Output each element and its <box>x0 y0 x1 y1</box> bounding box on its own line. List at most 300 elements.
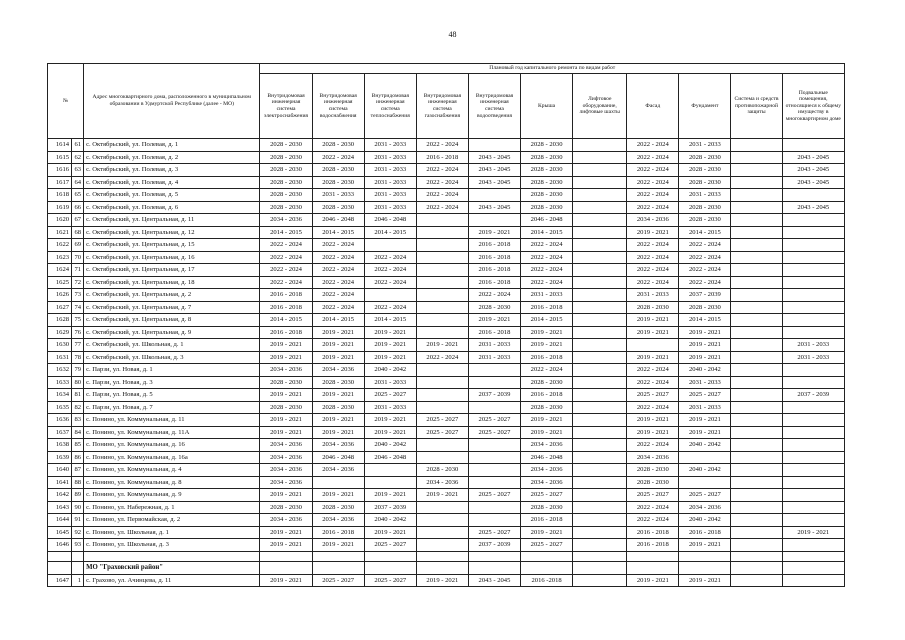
row-value: 2028 - 2030 <box>468 301 520 314</box>
blank-cell <box>731 561 782 574</box>
row-value: 2034 - 2036 <box>627 451 679 464</box>
row-value: 2028 - 2030 <box>679 201 731 214</box>
row-value <box>731 414 782 427</box>
row-value: 2046 - 2048 <box>521 214 573 227</box>
plan-group-header: Плановый год капитального ремонта по видам работ <box>260 64 845 74</box>
row-number: 81 <box>72 389 84 402</box>
row-value: 2025 - 2027 <box>364 389 416 402</box>
row-value: 2016 - 2018 <box>468 239 520 252</box>
row-address: с. Октябрьский, ул. Центральная, д. 11 <box>84 214 260 227</box>
table-row <box>48 251 845 264</box>
row-value <box>468 476 520 489</box>
row-value: 2046 - 2048 <box>312 214 364 227</box>
row-value: 2022 - 2024 <box>627 264 679 277</box>
row-value <box>731 526 782 539</box>
row-value: 2019 - 2021 <box>312 539 364 552</box>
row-value: 2019 - 2021 <box>364 414 416 427</box>
row-value: 2040 - 2042 <box>679 439 731 452</box>
col-header: Внутридомовая инженерная система водоснабжения <box>312 74 364 139</box>
row-value <box>573 489 627 502</box>
table-row <box>48 464 845 477</box>
blank-cell <box>364 561 416 574</box>
row-value: 2025 - 2027 <box>468 489 520 502</box>
row-value <box>573 339 627 352</box>
row-value: 2014 - 2015 <box>260 314 312 327</box>
row-number: 62 <box>72 151 84 164</box>
row-value <box>731 539 782 552</box>
row-number: 73 <box>72 289 84 302</box>
blank-cell <box>260 561 312 574</box>
row-value: 2019 - 2021 <box>679 426 731 439</box>
row-address: с. Октябрьский, ул. Полевая, д. 6 <box>84 201 260 214</box>
row-value <box>731 226 782 239</box>
row-value: 2025 - 2027 <box>679 389 731 402</box>
row-value <box>782 251 844 264</box>
table-row <box>48 314 845 327</box>
col-header: Система и средств противопожарной защиты <box>731 74 782 139</box>
table-row <box>48 301 845 314</box>
row-value: 2022 - 2024 <box>416 351 468 364</box>
row-value: 2016 - 2018 <box>627 539 679 552</box>
row-value: 2034 - 2036 <box>260 439 312 452</box>
row-value: 2022 - 2024 <box>521 364 573 377</box>
blank-cell <box>260 551 312 561</box>
row-index: 1645 <box>48 526 72 539</box>
row-value: 2016 - 2018 <box>468 251 520 264</box>
row-address: с. Октябрьский, ул. Центральная, д. 2 <box>84 289 260 302</box>
row-value <box>573 326 627 339</box>
row-value: 2019 - 2021 <box>260 351 312 364</box>
blank-cell <box>679 551 731 561</box>
row-value: 2031 - 2033 <box>364 201 416 214</box>
row-value <box>782 314 844 327</box>
row-value: 2022 - 2024 <box>260 264 312 277</box>
row-value <box>573 539 627 552</box>
row-address: с. Понино, ул. Коммунальная, д. 8 <box>84 476 260 489</box>
row-value: 2028 - 2030 <box>260 164 312 177</box>
row-value <box>573 351 627 364</box>
row-value: 2019 - 2021 <box>416 339 468 352</box>
row-value: 2040 - 2042 <box>679 364 731 377</box>
row-value: 2028 - 2030 <box>312 139 364 152</box>
col-header: Лифтовое оборудование, лифтовые шахты <box>573 74 627 139</box>
row-value: 2025 - 2027 <box>468 426 520 439</box>
row-value: 2040 - 2042 <box>679 464 731 477</box>
row-value: 2016 - 2018 <box>416 151 468 164</box>
row-value: 2022 - 2024 <box>521 251 573 264</box>
row-value: 2034 - 2036 <box>260 451 312 464</box>
row-value: 2022 - 2024 <box>416 139 468 152</box>
row-value: 2031 - 2033 <box>679 376 731 389</box>
row-value: 2031 - 2033 <box>679 139 731 152</box>
row-value <box>573 414 627 427</box>
row-address: с. Грахово, ул. Ачинцева, д. 11 <box>84 574 260 587</box>
row-value <box>573 239 627 252</box>
row-number: 80 <box>72 376 84 389</box>
row-value: 2034 - 2036 <box>260 214 312 227</box>
col-num-header: № <box>48 64 84 139</box>
table-row <box>48 326 845 339</box>
row-value: 2040 - 2042 <box>679 514 731 527</box>
row-value: 2019 - 2021 <box>521 526 573 539</box>
blank-cell <box>573 561 627 574</box>
table-row <box>48 201 845 214</box>
table-row <box>48 239 845 252</box>
table-row <box>48 339 845 352</box>
row-value: 2037 - 2039 <box>468 389 520 402</box>
row-value: 2028 - 2030 <box>260 376 312 389</box>
row-value <box>782 226 844 239</box>
row-address: с. Октябрьский, ул. Центральная, д. 16 <box>84 251 260 264</box>
table-row <box>48 364 845 377</box>
row-value: 2034 - 2036 <box>260 476 312 489</box>
row-value: 2034 - 2036 <box>260 364 312 377</box>
row-number: 61 <box>72 139 84 152</box>
row-value: 2025 - 2027 <box>521 539 573 552</box>
row-value <box>731 426 782 439</box>
row-index: 1621 <box>48 226 72 239</box>
row-value: 2022 - 2024 <box>627 164 679 177</box>
col-header: Внутридомовая инженерная система газоснабжения <box>416 74 468 139</box>
row-value <box>416 301 468 314</box>
row-value <box>782 476 844 489</box>
row-value <box>573 501 627 514</box>
row-value <box>573 264 627 277</box>
row-value <box>731 176 782 189</box>
row-address: с. Парзи, ул. Новая, д. 1 <box>84 364 260 377</box>
row-number: 69 <box>72 239 84 252</box>
row-value: 2016 - 2018 <box>312 526 364 539</box>
row-number: 91 <box>72 514 84 527</box>
row-value: 2037 - 2039 <box>364 501 416 514</box>
row-value: 2016 - 2018 <box>627 526 679 539</box>
row-value: 2037 - 2039 <box>679 289 731 302</box>
row-value: 2022 - 2024 <box>679 264 731 277</box>
blank-cell <box>627 561 679 574</box>
row-number: 75 <box>72 314 84 327</box>
row-value <box>731 214 782 227</box>
row-value: 2037 - 2039 <box>468 539 520 552</box>
row-value <box>364 476 416 489</box>
row-value <box>364 464 416 477</box>
row-value: 2028 - 2030 <box>260 401 312 414</box>
row-value: 2028 - 2030 <box>521 501 573 514</box>
row-value: 2025 - 2027 <box>627 489 679 502</box>
row-value: 2028 - 2030 <box>312 376 364 389</box>
row-value: 2022 - 2024 <box>627 501 679 514</box>
blank-cell <box>312 551 364 561</box>
row-number: 79 <box>72 364 84 377</box>
row-value: 2019 - 2021 <box>679 539 731 552</box>
table-row <box>48 151 845 164</box>
row-value: 2022 - 2024 <box>468 289 520 302</box>
row-value: 2022 - 2024 <box>679 239 731 252</box>
row-value <box>782 414 844 427</box>
row-value <box>364 239 416 252</box>
row-address: с. Понино, ул. Школьная, д. 1 <box>84 526 260 539</box>
row-value: 2016 - 2018 <box>521 301 573 314</box>
row-value: 2019 - 2021 <box>312 489 364 502</box>
row-value <box>416 501 468 514</box>
blank-cell <box>468 561 520 574</box>
row-value <box>468 376 520 389</box>
row-value: 2031 - 2033 <box>782 339 844 352</box>
row-index: 1638 <box>48 439 72 452</box>
row-value: 2019 - 2021 <box>627 314 679 327</box>
row-value <box>416 401 468 414</box>
blank-cell <box>679 561 731 574</box>
table-row <box>48 164 845 177</box>
row-value <box>573 389 627 402</box>
row-index: 1625 <box>48 276 72 289</box>
row-index: 1628 <box>48 314 72 327</box>
row-value: 2022 - 2024 <box>416 201 468 214</box>
row-value <box>416 376 468 389</box>
row-value: 2025 - 2027 <box>312 574 364 587</box>
row-value: 2028 - 2030 <box>260 151 312 164</box>
table-row <box>48 389 845 402</box>
row-value: 2016 - 2018 <box>521 389 573 402</box>
row-value: 2014 - 2015 <box>679 226 731 239</box>
row-value: 2019 - 2021 <box>521 414 573 427</box>
row-value: 2022 - 2024 <box>627 176 679 189</box>
row-value <box>782 326 844 339</box>
row-value <box>573 451 627 464</box>
row-value: 2014 - 2015 <box>364 226 416 239</box>
row-value: 2046 - 2048 <box>364 214 416 227</box>
row-value <box>573 439 627 452</box>
table-row <box>48 451 845 464</box>
row-value <box>731 364 782 377</box>
row-value <box>416 326 468 339</box>
row-value: 2031 - 2033 <box>521 289 573 302</box>
row-value: 2022 - 2024 <box>627 376 679 389</box>
blank-cell <box>782 551 844 561</box>
blank-cell <box>72 561 84 574</box>
row-value: 2022 - 2024 <box>627 189 679 202</box>
row-value: 2031 - 2033 <box>364 401 416 414</box>
row-number: 71 <box>72 264 84 277</box>
row-value <box>731 264 782 277</box>
col-header: Крыша <box>521 74 573 139</box>
row-value: 2028 - 2030 <box>260 139 312 152</box>
row-value <box>364 289 416 302</box>
row-index: 1616 <box>48 164 72 177</box>
blank-row <box>48 551 845 561</box>
row-value <box>782 364 844 377</box>
table-row <box>48 414 845 427</box>
row-value <box>468 439 520 452</box>
row-value: 2034 - 2036 <box>521 439 573 452</box>
row-value: 2028 - 2030 <box>679 176 731 189</box>
row-value: 2016 - 2018 <box>468 276 520 289</box>
row-value: 2025 - 2027 <box>627 389 679 402</box>
row-value: 2022 - 2024 <box>260 239 312 252</box>
row-value <box>573 151 627 164</box>
row-value: 2016 - 2018 <box>679 526 731 539</box>
row-value: 2019 - 2021 <box>260 389 312 402</box>
row-index: 1623 <box>48 251 72 264</box>
row-number: 84 <box>72 426 84 439</box>
row-value <box>782 501 844 514</box>
region-row <box>48 561 845 574</box>
row-value <box>416 526 468 539</box>
row-address: с. Октябрьский, ул. Школьная, д. 3 <box>84 351 260 364</box>
row-value: 2019 - 2021 <box>679 339 731 352</box>
row-address: с. Понино, ул. Коммунальная, д. 16а <box>84 451 260 464</box>
row-value: 2019 - 2021 <box>364 326 416 339</box>
row-index: 1634 <box>48 389 72 402</box>
row-value: 2028 - 2030 <box>521 139 573 152</box>
row-index: 1632 <box>48 364 72 377</box>
row-value: 2040 - 2042 <box>364 364 416 377</box>
row-value <box>468 189 520 202</box>
row-value: 2028 - 2030 <box>521 151 573 164</box>
row-value: 2028 - 2030 <box>260 176 312 189</box>
row-index: 1636 <box>48 414 72 427</box>
row-number: 78 <box>72 351 84 364</box>
row-value: 2019 - 2021 <box>260 489 312 502</box>
row-value: 2019 - 2021 <box>679 351 731 364</box>
row-value <box>731 276 782 289</box>
row-value <box>573 464 627 477</box>
table-row <box>48 376 845 389</box>
row-value: 2022 - 2024 <box>416 189 468 202</box>
row-value <box>573 226 627 239</box>
row-number: 67 <box>72 214 84 227</box>
row-value <box>731 301 782 314</box>
row-address: с. Октябрьский, ул. Центральная, д. 9 <box>84 326 260 339</box>
row-value <box>573 251 627 264</box>
row-value: 2040 - 2042 <box>364 439 416 452</box>
row-value: 2022 - 2024 <box>521 239 573 252</box>
row-value <box>468 514 520 527</box>
row-value: 2016 - 2018 <box>521 351 573 364</box>
row-address: с. Октябрьский, ул. Полевая, д. 3 <box>84 164 260 177</box>
row-value <box>573 276 627 289</box>
row-value: 2019 - 2021 <box>679 574 731 587</box>
row-value <box>731 189 782 202</box>
row-value: 2019 - 2021 <box>521 426 573 439</box>
row-value <box>573 164 627 177</box>
row-index: 1644 <box>48 514 72 527</box>
row-value <box>573 574 627 587</box>
row-value <box>731 514 782 527</box>
row-address: с. Парзи, ул. Новая, д. 7 <box>84 401 260 414</box>
table-row <box>48 276 845 289</box>
row-value: 2022 - 2024 <box>312 264 364 277</box>
row-value: 2014 - 2015 <box>260 226 312 239</box>
row-value <box>416 239 468 252</box>
row-value: 2022 - 2024 <box>312 276 364 289</box>
row-value: 2031 - 2033 <box>782 351 844 364</box>
table-row <box>48 514 845 527</box>
row-value: 2046 - 2048 <box>364 451 416 464</box>
row-value <box>731 326 782 339</box>
table-row <box>48 139 845 152</box>
row-value: 2034 - 2036 <box>260 464 312 477</box>
row-index: 1615 <box>48 151 72 164</box>
row-address: с. Октябрьский, ул. Центральная, д. 7 <box>84 301 260 314</box>
row-value: 2019 - 2021 <box>364 339 416 352</box>
row-number: 70 <box>72 251 84 264</box>
row-number: 77 <box>72 339 84 352</box>
row-value <box>731 251 782 264</box>
row-value: 2043 - 2045 <box>782 176 844 189</box>
row-value: 2016 - 2018 <box>260 301 312 314</box>
row-index: 1643 <box>48 501 72 514</box>
row-value <box>679 451 731 464</box>
row-value: 2031 - 2033 <box>364 151 416 164</box>
row-value: 2031 - 2033 <box>468 351 520 364</box>
row-number: 68 <box>72 226 84 239</box>
row-index: 1647 <box>48 574 72 587</box>
row-value <box>782 489 844 502</box>
row-value <box>573 139 627 152</box>
row-value: 2031 - 2033 <box>679 189 731 202</box>
row-value <box>416 451 468 464</box>
row-value: 2019 - 2021 <box>416 574 468 587</box>
col-header: Подвальные помещения, относящиеся к общему имуществу в многоквартирном доме <box>782 74 844 139</box>
row-value: 2019 - 2021 <box>627 574 679 587</box>
blank-cell <box>782 561 844 574</box>
row-value <box>573 514 627 527</box>
row-value: 2043 - 2045 <box>782 151 844 164</box>
row-value: 2025 - 2027 <box>364 539 416 552</box>
row-value: 2019 - 2021 <box>364 526 416 539</box>
row-number: 85 <box>72 439 84 452</box>
table-row <box>48 526 845 539</box>
row-value <box>573 301 627 314</box>
row-value: 2025 - 2027 <box>416 414 468 427</box>
row-value: 2043 - 2045 <box>782 164 844 177</box>
row-value: 2034 - 2036 <box>416 476 468 489</box>
col-header: Фундамент <box>679 74 731 139</box>
row-value: 2022 - 2024 <box>627 139 679 152</box>
row-value: 2028 - 2030 <box>260 189 312 202</box>
blank-cell <box>627 551 679 561</box>
blank-cell <box>48 551 72 561</box>
row-value: 2028 - 2030 <box>260 501 312 514</box>
row-value: 2022 - 2024 <box>312 301 364 314</box>
row-index: 1618 <box>48 189 72 202</box>
row-value: 2019 - 2021 <box>468 314 520 327</box>
row-value <box>573 189 627 202</box>
row-value <box>782 574 844 587</box>
row-value <box>679 476 731 489</box>
row-value: 2031 - 2033 <box>364 176 416 189</box>
row-value <box>573 364 627 377</box>
row-value <box>573 214 627 227</box>
blank-cell <box>84 551 260 561</box>
row-value: 2016 - 2018 <box>468 326 520 339</box>
row-value <box>468 364 520 377</box>
row-value: 2022 - 2024 <box>627 239 679 252</box>
row-value: 2022 - 2024 <box>312 239 364 252</box>
row-number: 76 <box>72 326 84 339</box>
row-address: с. Октябрьский, ул. Центральная, д. 18 <box>84 276 260 289</box>
row-value: 2046 - 2048 <box>521 451 573 464</box>
row-value: 2022 - 2024 <box>312 251 364 264</box>
row-value <box>627 339 679 352</box>
row-value: 2043 - 2045 <box>468 151 520 164</box>
row-index: 1646 <box>48 539 72 552</box>
row-address: с. Понино, ул. Коммунальная, д. 16 <box>84 439 260 452</box>
row-value: 2040 - 2042 <box>364 514 416 527</box>
row-value: 2028 - 2030 <box>260 201 312 214</box>
row-value: 2022 - 2024 <box>627 201 679 214</box>
row-value: 2019 - 2021 <box>260 574 312 587</box>
